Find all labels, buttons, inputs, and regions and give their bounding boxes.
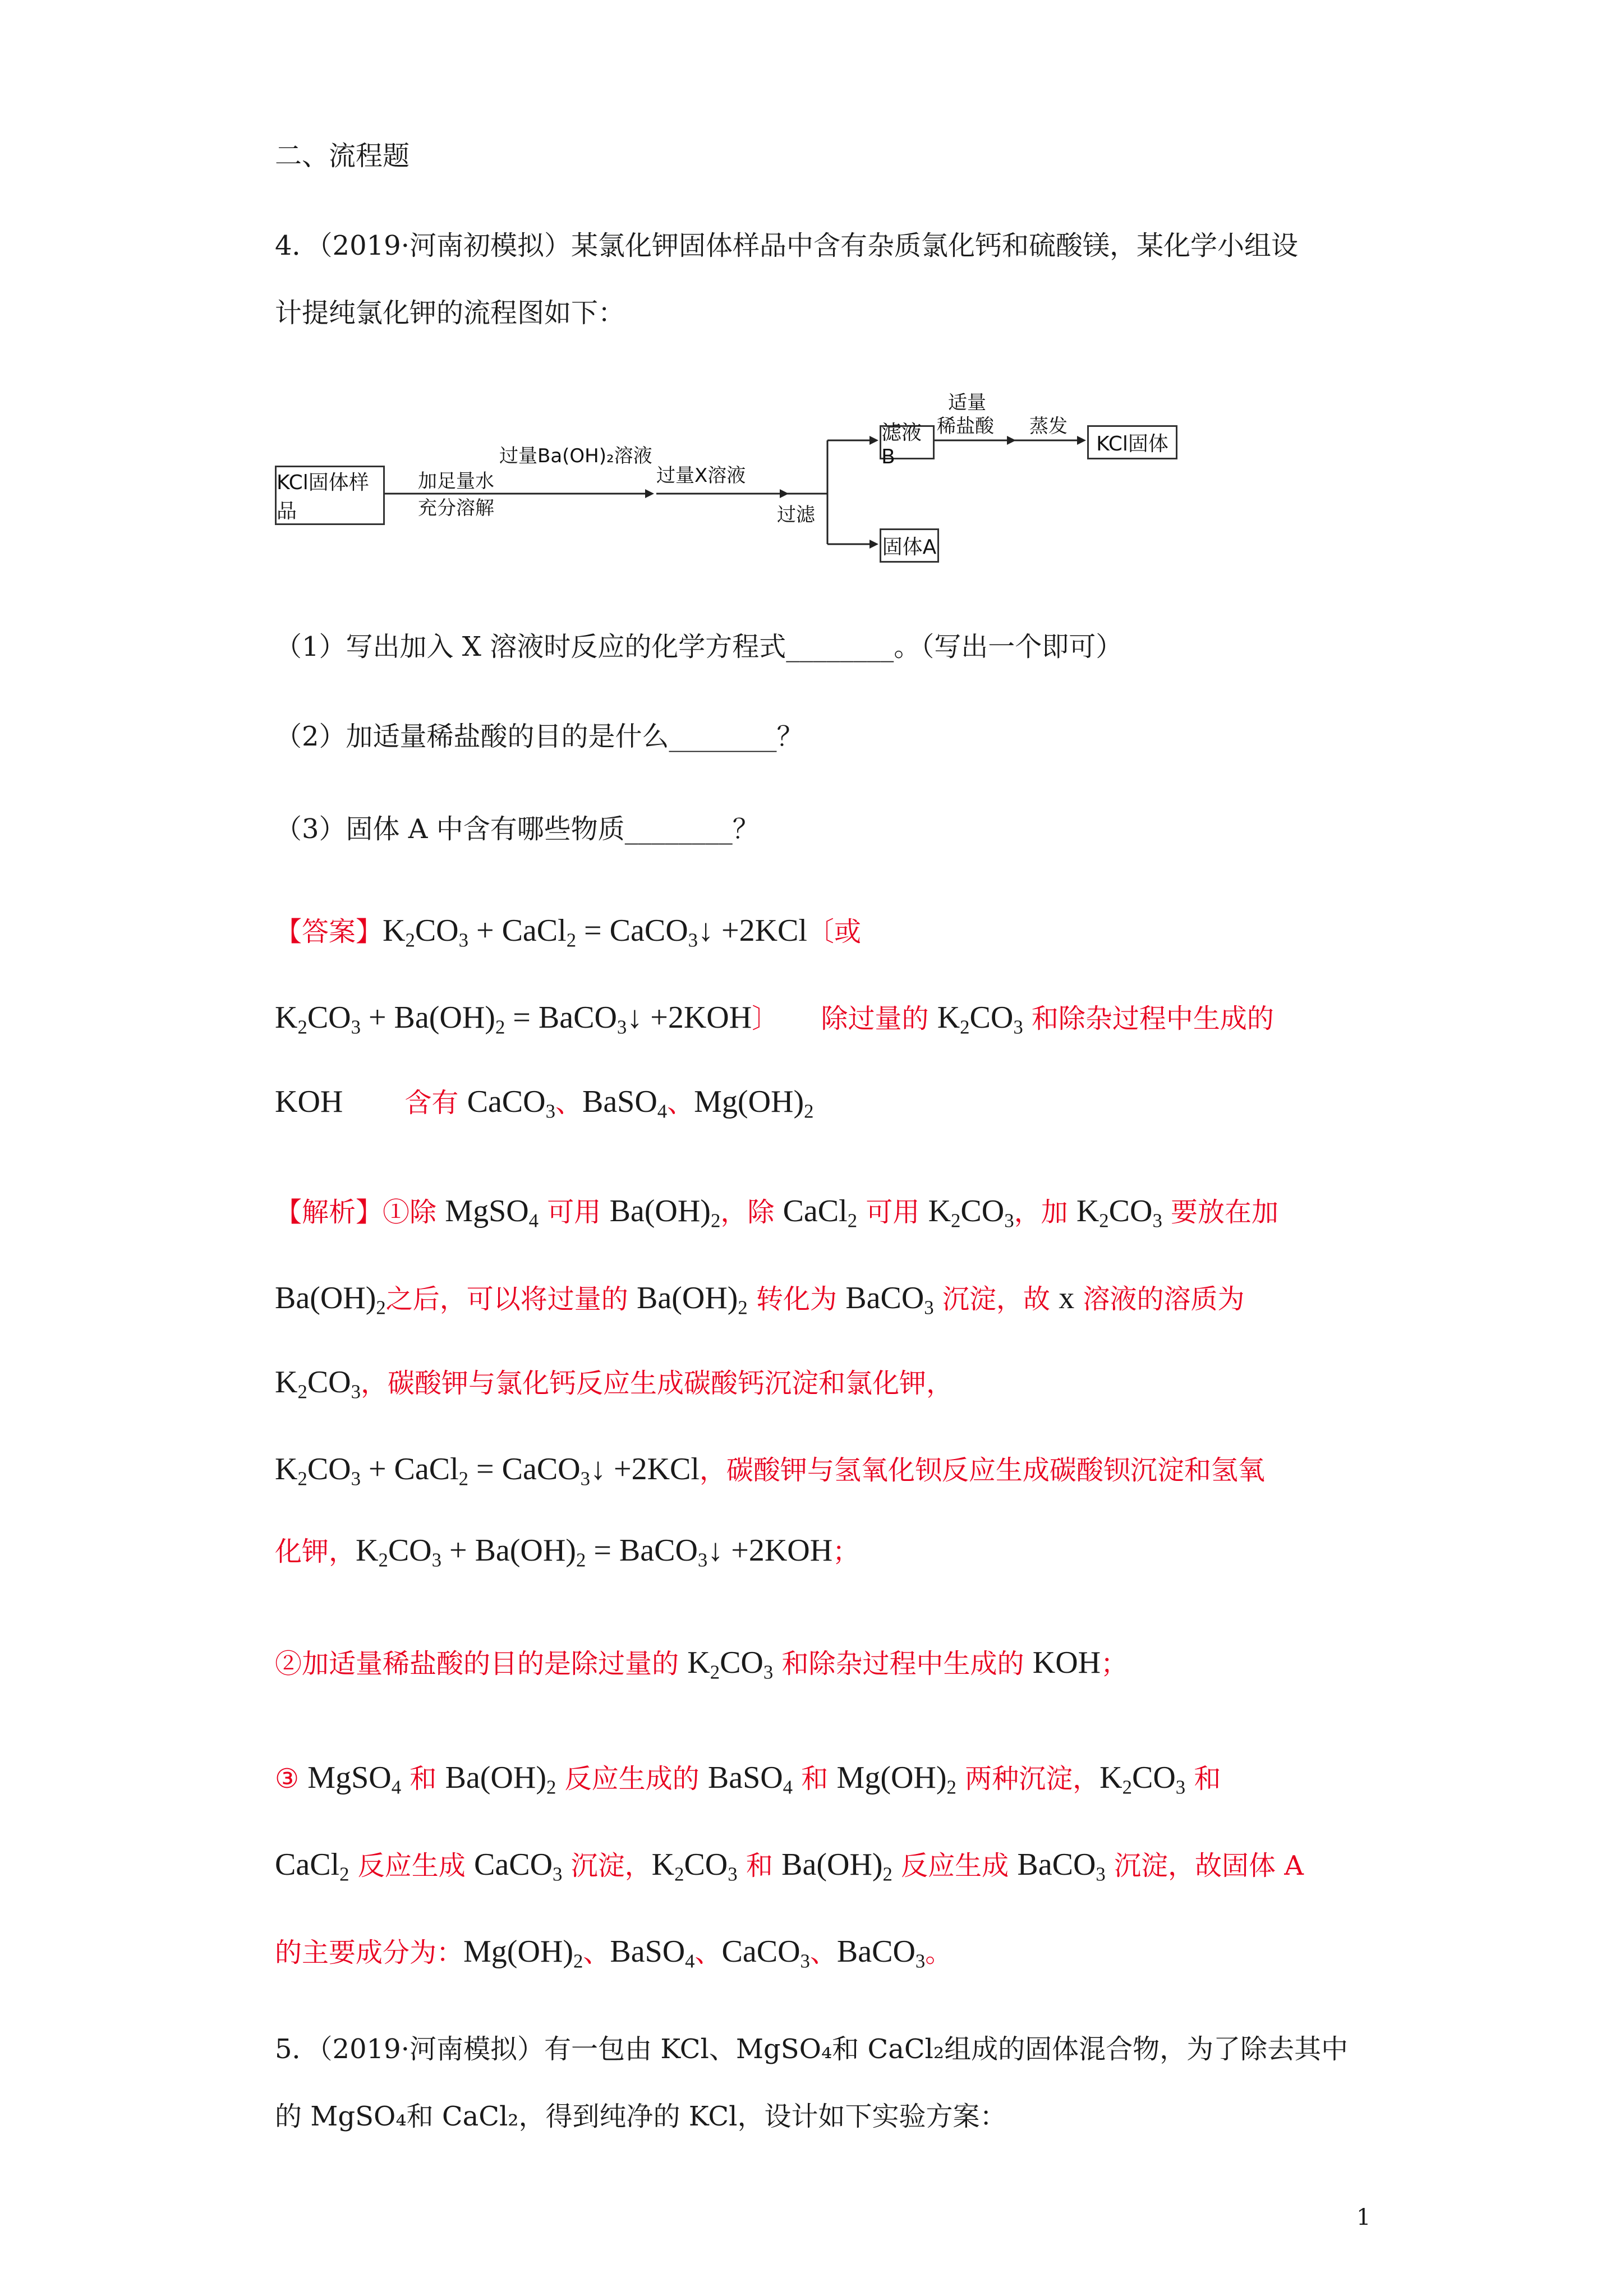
flow-diagram xyxy=(275,365,1229,578)
flow-label-baoh2: 过量Ba(OH)₂溶液 xyxy=(499,445,652,467)
analysis-label: 【解析】 xyxy=(275,1197,383,1228)
question-4-line-1: 4．（2019·河南初模拟）某氯化钾固体样品中含有杂质氯化钙和硫酸镁，某化学小组设 xyxy=(275,230,1298,261)
flow-box-filtrate: 滤液B xyxy=(880,425,935,459)
analysis-line-7: ③ MgSO$_4$ 和 $Ba(OH)_2$ 反应生成的 BaSO$_4$ 和 $Mg(OH)_2$ 两种沉淀，$K_2CO_3$ 和 xyxy=(275,1760,1221,1798)
answer-line-1: 【答案】$K_2CO_3$ + CaCl$_2$ = CaCO$_3$↓ +2KCl〔或 xyxy=(275,913,861,951)
flow-label-add-water: 加足量水 xyxy=(418,470,494,493)
flow-label-filter: 过滤 xyxy=(777,504,815,526)
answer-equation-1: $K_2CO_3$ + CaCl$_2$ = CaCO$_3$↓ +2KCl xyxy=(383,913,807,951)
answer-label: 【答案】 xyxy=(275,916,383,947)
question-5-line-1: 5．（2019·河南模拟）有一包由 KCl、MgSO₄和 CaCl₂组成的固体混合物，为了除去其中 xyxy=(275,2033,1349,2065)
flow-label-dissolve: 充分溶解 xyxy=(418,497,494,519)
flow-label-acid-amount: 适量 xyxy=(948,392,986,414)
analysis-line-5: 化钾，$K_2CO_3 + Ba(OH)_2$ = BaCO$_3$↓ +2KOH； xyxy=(275,1533,860,1571)
flow-label-evaporate: 蒸发 xyxy=(1029,415,1068,438)
flow-label-acid: 稀盐酸 xyxy=(937,415,994,438)
flow-box-sample: KCl固体样品 xyxy=(275,466,385,525)
answer-line-2: $K_2CO_3 + Ba(OH)_2$ = BaCO$_3$↓ +2KOH〕 除过量的 $K_2CO_3$ 和除杂过程中生成的 xyxy=(275,1000,1274,1038)
question-4-line-2: 计提纯氯化钾的流程图如下： xyxy=(275,297,625,329)
flow-label-x-solution: 过量X溶液 xyxy=(656,464,746,487)
question-5-line-2: 的 MgSO₄和 CaCl₂，得到纯净的 KCl，设计如下实验方案： xyxy=(275,2101,1007,2132)
answer-equation-2: $K_2CO_3 + Ba(OH)_2$ = BaCO$_3$↓ +2KOH xyxy=(275,1000,752,1038)
sub-question-2: （2）加适量稀盐酸的目的是什么________？ xyxy=(275,721,804,752)
analysis-line-8: CaCl$_2$ 反应生成 CaCO$_3$ 沉淀，$K_2CO_3$ 和 $Ba(OH)_2$ 反应生成 BaCO$_3$ 沉淀，故固体 A xyxy=(275,1847,1304,1885)
analysis-line-2: $Ba(OH)_2$之后，可以将过量的 $Ba(OH)_2$ 转化为 BaCO$_3$ 沉淀，故 x 溶液的溶质为 xyxy=(275,1281,1245,1319)
analysis-line-9: 的主要成分为：$Mg(OH)_2$、BaSO$_4$、CaCO$_3$、BaCO$_3$。 xyxy=(275,1934,953,1972)
sub-question-1: （1）写出加入 X 溶液时反应的化学方程式________。（写出一个即可） xyxy=(275,631,1123,662)
analysis-line-4: $K_2CO_3$ + CaCl$_2$ = CaCO$_3$↓ +2KCl，碳酸钾与氢氧化钡反应生成碳酸钡沉淀和氢氧 xyxy=(275,1452,1265,1490)
analysis-line-1: 【解析】①除 MgSO$_4$ 可用 $Ba(OH)_2$，除 CaCl$_2$ 可用 $K_2CO_3$，加 $K_2CO_3$ 要放在加 xyxy=(275,1194,1279,1232)
sub-question-3: （3）固体 A 中含有哪些物质________？ xyxy=(275,813,760,845)
analysis-line-6: ②加适量稀盐酸的目的是除过量的 $K_2CO_3$ 和除杂过程中生成的 KOH； xyxy=(275,1645,1128,1683)
answer-line-3: KOH 含有 CaCO$_3$、BaSO$_4$、$Mg(OH)_2$ xyxy=(275,1084,814,1122)
flow-box-solid-a: 固体A xyxy=(880,528,939,563)
section-title: 二、流程题 xyxy=(275,140,410,172)
flow-box-product: KCl固体 xyxy=(1087,425,1177,459)
page-number: 1 xyxy=(1356,2205,1371,2230)
analysis-line-3: $K_2CO_3$，碳酸钾与氯化钙反应生成碳酸钙沉淀和氯化钾， xyxy=(275,1365,953,1403)
